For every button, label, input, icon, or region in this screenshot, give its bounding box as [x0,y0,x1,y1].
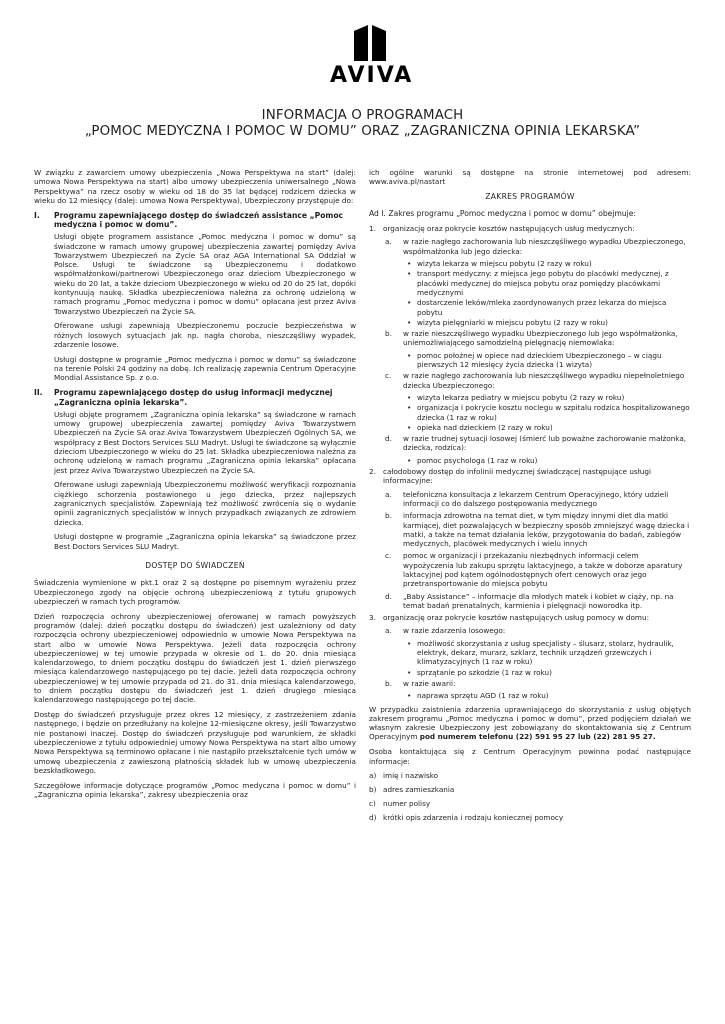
bullet-item: • możliwość skorzystania z usług specjalisty – ślusarz, stolarz, hydraulik, elektryk, dekarz, murarz, szklarz, technik urządzeń grzewczych i klimatyzacyjnych (1 raz w roku) [417,639,691,667]
item-letter: a) [369,771,377,781]
paragraph: Dzień rozpoczęcia ochrony ubezpieczeniowej oferowanej w ramach powyższych programów (dalej: dzień początku dostępu do świadczeń) jest uzależniony od daty rozpoczęcia ochrony ubezpieczeniowej odpowiednio w umowie Nowa Perspektywa na start albo w umowie Nowa Perspektywa. Jeżeli data rozpoczęcia ochrony ubezpieczeniowej w tej umowie przypada w okresie od 1. do 20. dnia miesiąca kalendarzowego, to dniem początku dostępu do świadczeń jest 1. dzień pierwszego miesiąca kalendarzowego następującego po tej dacie. Jeżeli data rozpoczęcia ochrony ubezpieczeniowej w tej umowie przypada od 21. do 31. dnia miesiąca kalendarzowego, to dniem początku dostępu do świadczeń jest 1. dzień drugiego miesiąca kalendarzowego następującego po tej dacie. [34,611,356,705]
sub-number: a. [385,489,392,499]
sub-item [369,490,691,509]
bullet-item: • organizacja i pokrycie kosztu noclegu w szpitalu rodzica hospitalizowanego dziecka (1 raz w roku) [417,403,691,422]
section-1-heading [34,211,356,230]
section-2-body [54,410,356,551]
paragraph: ich ogólne warunki są dostępne na stronie internetowej pod adresem: www.aviva.pl/nastart [369,168,691,187]
scope-ad1: Ad I. Zakres programu „Pomoc medyczna i pomoc w domu” obejmuje: [369,209,636,219]
intro-paragraph: W związku z zawarciem umowy ubezpieczenia „Nowa Perspektywa na start” (dalej: umowa Nowa Perspektywa na start) albo umowy ubezpieczenia uniwersalnego „Nowa Perspektywa” na rzecz osoby w wieku od 18 do 35 lat będącej rodzicem dziecka w wieku do 12 miesięcy (dalej: umowa Nowa Perspektywa), Ubezpieczony przystępuje do: [34,168,356,205]
paragraph: Oferowane usługi zapewniają Ubezpieczonemu poczucie bezpieczeństwa w różnych losowych sytuacjach jak np. nagła choroba, nieszczęśliwy wypadek, zdarzenie losowe. [54,321,356,350]
item-text: krótki opis zdarzenia i rodzaju koniecznej pomocy [383,812,564,822]
title-line-1: INFORMACJA O PROGRAMACH [261,108,464,123]
paragraph: Oferowane usługi zapewniają Ubezpieczonemu możliwość weryfikacji rozpoznania ciężkiego schorzenia postawionego u jego dziecka, przez najlepszych zagranicznych specjalistów. Zapewniają też możliwość zwrócenia się o wydanie opinii zagranicznych specjalistów w innych przypadkach związanych ze zdrowiem dziecka. [54,480,356,527]
paragraph: Osoba kontaktująca się z Centrum Operacyjnym powinna podać następujące informacje: [369,747,691,766]
item-text: adres zamieszkania [383,785,455,795]
contact-info-item [369,813,691,822]
item-number: 3. [369,613,376,623]
bullet-item: • sprzątanie po szkodzie (1 raz w roku) [417,668,691,677]
bullet-list [369,639,691,677]
section-number: I. [34,210,40,220]
title-line-2: „POMOC MEDYCZNA I POMOC W DOMU” ORAZ „ZAGRANICZNA OPINIA LEKARSKA” [84,124,641,139]
paragraph: Usługi dostępne w programie „Zagraniczna opinia lekarska” są świadczone przez Best Doctors Services SLU Madryt. [54,532,356,551]
sub-number: d. [385,591,392,601]
sub-number: b. [385,329,392,339]
right-column [369,168,691,827]
sub-text: w razie trudnej sytuacji losowej (śmierć lub poważne zachorowanie małżonka, dziecka, rodzica): [403,434,687,453]
list-item [369,224,691,233]
sub-item [369,434,691,453]
contact-info-item [369,771,691,780]
section-number: II. [34,388,43,398]
contact-info-item [369,785,691,794]
paragraph: Usługi objęte programem „Zagraniczna opinia lekarska” są świadczone w ramach umowy grupowej ubezpieczenia zawartej pomiędzy Aviva Towarzystwem Ubezpieczeń na Życie SA oraz Aviva Towarzystwem Ubezpieczeń Ogólnych SA, we współpracy z Best Doctors Services SLU Madryt. Usługi te świadczone są wyłącznie dzieciom Ubezpieczonego w wieku do 25 lat. Składka ubezpieczeniowa należna za ochronę udzieloną w ramach programu „Zagraniczna opinia lekarska” opłacana jest przez Aviva Towarzystwo Ubezpieczeń na Życie SA. [54,409,356,475]
bullet-list [369,456,691,465]
paragraph: Szczegółowe informacje dotyczące programów „Pomoc medyczna i pomoc w domu” i „Zagraniczna opinia lekarska”, zakresy ubezpieczenia oraz [34,780,356,800]
sub-number: a. [385,626,392,636]
sub-item [369,237,691,256]
sub-number: b. [385,511,392,521]
bullet-item: • opieka nad dzieckiem (2 razy w roku) [417,423,691,432]
sub-text: w razie awarii: [403,678,456,688]
item-text: organizację oraz pokrycie kosztów następujących usług medycznych: [383,224,635,234]
item-text: całodobowy dostęp do infolinii medycznej świadczącej następujące usługi informacyjne: [383,467,651,486]
aviva-logo-mark-icon [350,25,390,61]
sub-text: informacja zdrowotna na temat diet, w tym między innymi diet dla matki karmiącej, diet pozwalających w bezpieczny sposób zmniejszyć wagę dziecka i matki, a także na temat działania leków, przygotowania do badań, zabiegów medycznych, placówek medycznych i wielu innych [403,511,690,549]
contact-phone: pod numerem telefonu (22) 591 95 27 lub (22) 281 95 27. [419,732,656,742]
paragraph: Usługi objęte programem assistance „Pomoc medyczna i pomoc w domu” są świadczone w ramach umowy grupowej ubezpieczenia zawartej pomiędzy Aviva Towarzystwem Ubezpieczeń na Życie SA oraz AGA International SA Oddział w Polsce. Usługi te świadczone są Ubezpieczonemu i dodatkowo współmałżonkowi/partnerowi Ubezpieczonego oraz dzieciom Ubezpieczonego w wieku do 20 lat, a także dzieciom Ubezpieczonego w wieku od 20 do 25 lat, dopóki kontynuują naukę. Składka ubezpieczeniowa należna za ochronę udzieloną w ramach programu „Pomoc medyczna i pomoc w domu” opłacana jest przez Aviva Towarzystwo Ubezpieczeń na Życie SA. [54,232,356,316]
bullet-list [369,351,691,370]
aviva-logo-word: AVIVA [330,63,414,88]
sub-text: „Baby Assistance” – informacje dla młodych matek i kobiet w ciąży, np. na temat badań prenatalnych, karmienia i pielęgnacji noworodka itp. [403,591,674,610]
paragraph: Dostęp do świadczeń przysługuje przez okres 12 miesięcy, z zastrzeżeniem zdania następnego, i będzie on przedłużany na kolejne 12-miesięczne okresy, jeśli Towarzystwo nie postanowi inaczej. Dostęp do świadczeń przysługuje pod warunkiem, że składki ubezpieczeniowe z tytułu odpowiedniej umowy Nowa Perspektywa na start albo umowy Nowa Perspektywa są terminowo opłacane i nie nastąpiło przekształcenie tych umów w umowę ubezpieczenia z zawieszoną płatnością składek lub w umowę ubezpieczenia bezskładkowego. [34,710,356,775]
item-letter: d) [369,812,377,822]
sub-text: w razie zdarzenia losowego: [403,626,506,636]
bullet-item: • wizyta lekarza w miejscu pobytu (2 razy w roku) [417,259,691,268]
bullet-item: • naprawa sprzętu AGD (1 raz w roku) [417,691,691,700]
bullet-item: • dostarczenie leków/mleka zaordynowanych przez lekarza do miejsca pobytu [417,298,691,317]
section-title: Programu zapewniającego dostęp do usług informacji medycznej „Zagraniczna opinia lekarska”. [54,388,333,407]
sub-text: telefoniczna konsultacja z lekarzem Centrum Operacyjnego, który udzieli informacji co do dalszego postępowania medycznego [403,489,669,508]
item-text: imię i nazwisko [383,771,439,781]
bullet-list [369,259,691,327]
sub-number: c. [385,371,392,381]
contact-text: W przypadku zaistnienia zdarzenia uprawniającego do skorzystania z usług objętych zakresem programu „Pomoc medyczna i pomoc w domu”, przed podjęciem działań we własnym zakresie Ubezpieczony jest zobowiązany do skontaktowania się z Centrum Operacyjnym [369,704,691,742]
item-letter: c) [369,798,376,808]
bullet-list [369,691,691,700]
bullet-item: • transport medyczny: z miejsca jego pobytu do placówki medycznej, z placówki medycznej do miejsca pobytu oraz pomiędzy placówkami medycznymi [417,269,691,297]
contact-info-item [369,799,691,808]
sub-number: d. [385,434,392,444]
sub-number: c. [385,551,392,561]
item-number: 1. [369,224,376,234]
bullet-item: • wizyta lekarza pediatry w miejscu pobytu (2 razy w roku) [417,393,691,402]
contact-paragraph [369,705,691,742]
heading-access: DOSTĘP DO ŚWIADCZEŃ [145,560,245,570]
sub-item [369,511,691,548]
paragraph: Usługi dostępne w programie „Pomoc medyczna i pomoc w domu” są świadczone na terenie Polski 24 godziny na dobę. Ich realizację zapewnia Centrum Operacyjne Mondial Assistance Sp. z o.o. [54,354,356,383]
aviva-logo [330,25,414,95]
heading-scope: ZAKRES PROGRAMÓW [485,192,575,202]
sub-item [369,679,691,688]
bullet-item: • pomoc psychologa (1 raz w roku) [417,456,691,465]
item-number: 2. [369,467,376,477]
item-letter: b) [369,785,377,795]
sub-text: w razie nieszczęśliwego wypadku Ubezpieczonego lub jego współmałżonka, uniemożliwiającego samodzielną pielęgnację niemowlaka: [403,329,678,348]
paragraph: Świadczenia wymienione w pkt.1 oraz 2 są dostępne po pisemnym wyrażeniu przez Ubezpieczonego zgody na objęcie ochroną ubezpieczeniową z tytułu grupowych ubezpieczeń w ramach tych programów. [34,578,356,606]
sub-text: pomoc w organizacji i przekazaniu niezbędnych informacji celem wypożyczenia lub zakupu sprzętu laktacyjnego, a także w doborze aparatury laktacyjnej pod kątem ogólnodostępnych ofert cenowych oraz jego przetransportowanie do miejsca pobytu [403,551,683,589]
bullet-item: • pomoc położnej w opiece nad dzieckiem Ubezpieczonego – w ciągu pierwszych 12 miesięcy życia dziecka (1 wizyta) [417,351,691,370]
sub-item [369,329,691,348]
sub-item [369,371,691,390]
list-item [369,613,691,622]
section-1-body [54,232,356,382]
contact-info-list [369,771,691,822]
list-item [369,467,691,486]
sub-item [369,626,691,635]
section-title: Programu zapewniającego dostęp do świadczeń assistance „Pomoc medyczna i pomoc w domu”. [54,210,344,229]
sub-number: a. [385,237,392,247]
page-title [0,108,725,140]
bullet-item: • wizyta pielęgniarki w miejscu pobytu (2 razy w roku) [417,318,691,327]
left-column [34,168,356,805]
item-text: numer polisy [383,798,431,808]
sub-item [369,551,691,588]
sub-text: w razie nagłego zachorowania lub nieszczęśliwego wypadku niepełnoletniego dziecka Ubezpieczonego: [403,371,685,390]
sub-text: w razie nagłego zachorowania lub nieszczęśliwego wypadku Ubezpieczonego, współmałżonka lub jego dziecka: [403,237,686,256]
section-2-heading [34,388,356,407]
sub-item [369,592,691,611]
item-text: organizację oraz pokrycie kosztów następujących usług pomocy w domu: [383,613,650,623]
bullet-list [369,393,691,432]
sub-number: b. [385,678,392,688]
